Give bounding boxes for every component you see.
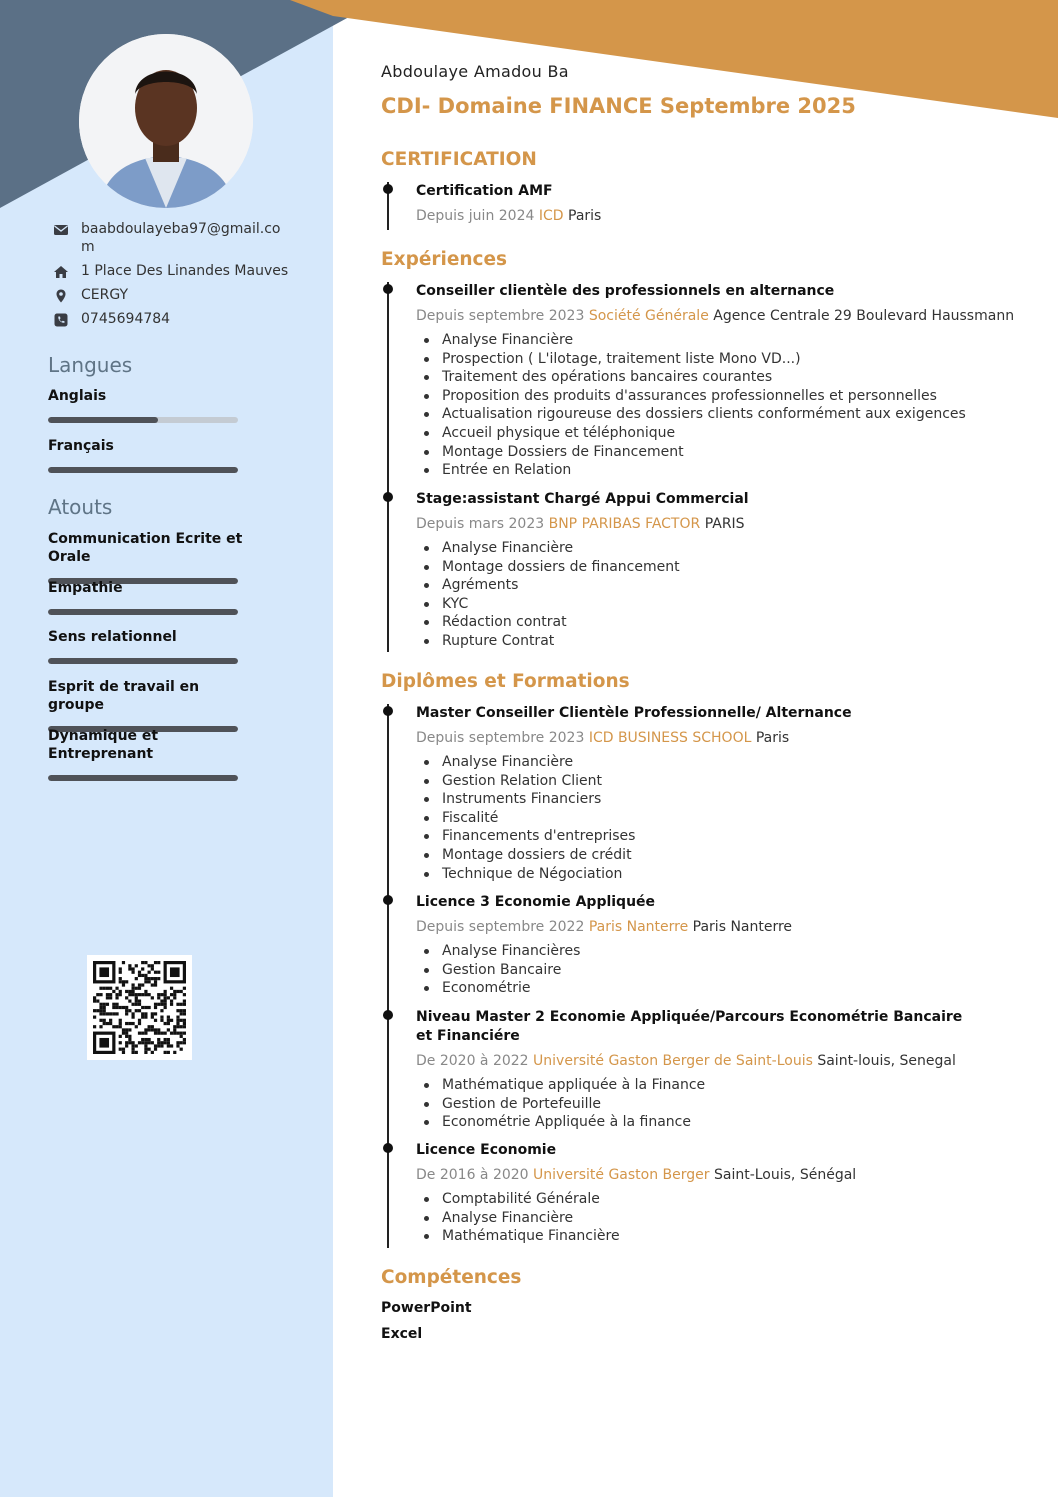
- strength-level-fill: [48, 775, 238, 781]
- location-pin-icon: [53, 288, 69, 304]
- bullet-item: Econométrie Appliquée à la finance: [416, 1113, 976, 1132]
- education-entry: [416, 893, 1016, 998]
- bullet-item: Rupture Contrat: [416, 632, 1016, 651]
- bullet-item: Comptabilité Générale: [416, 1190, 1016, 1209]
- bullet-item: Mathématique Financière: [416, 1227, 1016, 1246]
- certification-entry: [416, 182, 1016, 225]
- strength-level-bar: [48, 658, 238, 664]
- entry-org: Paris Nanterre: [588, 919, 689, 935]
- bullet-item: Prospection ( L'ilotage, traitement liste Mono VD...): [416, 350, 1016, 369]
- strength-item: [48, 727, 248, 781]
- strength-name: Empathie: [48, 580, 123, 596]
- qr-code[interactable]: [87, 955, 192, 1060]
- experience-entry: [416, 490, 1016, 651]
- entry-org: Université Gaston Berger de Saint-Louis: [533, 1053, 813, 1069]
- entry-bullets: [416, 753, 1016, 883]
- entry-meta: [416, 1052, 976, 1070]
- bullet-item: Analyse Financière: [416, 753, 1016, 772]
- timeline-dot: [383, 706, 393, 716]
- certification-title: CERTIFICATION: [381, 149, 537, 170]
- entry-org: BNP PARIBAS FACTOR: [548, 516, 701, 532]
- entry-date: Depuis septembre 2023: [416, 308, 585, 324]
- entry-bullets: [416, 539, 1016, 651]
- email-text: baabdoulayeba97@gmail.com: [81, 221, 281, 255]
- bullet-item: Econométrie: [416, 979, 1016, 998]
- language-name: Anglais: [48, 388, 107, 404]
- entry-date: Depuis septembre 2022: [416, 919, 585, 935]
- timeline-dot: [383, 184, 393, 194]
- bullet-item: Montage Dossiers de Financement: [416, 443, 1016, 462]
- bullet-item: Instruments Financiers: [416, 790, 1016, 809]
- bullet-item: Traitement des opérations bancaires courantes: [416, 368, 1016, 387]
- bullet-item: Technique de Négociation: [416, 865, 1016, 884]
- experience-entry: [416, 282, 1016, 480]
- entry-bullets: [416, 331, 1016, 480]
- timeline-dot: [383, 1010, 393, 1020]
- bullet-item: Accueil physique et téléphonique: [416, 424, 1016, 443]
- profile-photo: [79, 34, 253, 208]
- languages-title: Langues: [48, 353, 133, 377]
- bullet-item: Gestion Relation Client: [416, 772, 1016, 791]
- phone-icon: [53, 312, 69, 328]
- language-level-fill: [48, 467, 238, 473]
- entry-date: De 2020 à 2022: [416, 1053, 529, 1069]
- entry-org: ICD BUSINESS SCHOOL: [588, 730, 752, 746]
- entry-meta: [416, 918, 1016, 936]
- entry-org: Université Gaston Berger: [533, 1167, 710, 1183]
- language-item: [48, 437, 248, 473]
- education-entry: [416, 704, 1016, 883]
- person-name: Abdoulaye Amadou Ba: [381, 62, 569, 81]
- address-text: 1 Place Des Linandes Mauves: [81, 263, 289, 279]
- entry-meta: [416, 729, 1016, 747]
- language-level-fill: [48, 417, 158, 423]
- entry-org: ICD: [538, 208, 564, 224]
- entry-meta: [416, 1166, 1016, 1184]
- language-item: [48, 387, 248, 423]
- entry-title: Certification AMF: [416, 183, 553, 199]
- skill-item: Excel: [381, 1326, 423, 1342]
- contact-phone[interactable]: [50, 310, 290, 328]
- strength-name: Sens relationnel: [48, 629, 177, 645]
- bullet-item: Montage dossiers de financement: [416, 558, 1016, 577]
- job-headline: CDI- Domaine FINANCE Septembre 2025: [381, 94, 856, 118]
- bullet-item: Rédaction contrat: [416, 613, 1016, 632]
- strength-level-fill: [48, 658, 238, 664]
- bullet-item: Gestion de Portefeuille: [416, 1095, 976, 1114]
- entry-title: Licence Economie: [416, 1142, 557, 1158]
- bullet-item: Proposition des produits d'assurances professionnelles et personnelles: [416, 387, 1016, 406]
- timeline-dot: [383, 895, 393, 905]
- entry-location: Paris Nanterre: [692, 919, 793, 935]
- entry-date: De 2016 à 2020: [416, 1167, 529, 1183]
- timeline-dot: [383, 284, 393, 294]
- bullet-item: Analyse Financière: [416, 1209, 1016, 1228]
- entry-location: Saint-Louis, Sénégal: [713, 1167, 857, 1183]
- entry-bullets: [416, 1190, 1016, 1246]
- language-level-bar: [48, 417, 238, 423]
- envelope-icon: [53, 222, 69, 238]
- education-entry: [416, 1008, 976, 1132]
- bullet-item: Actualisation rigoureuse des dossiers clients conformément aux exigences: [416, 405, 1016, 424]
- entry-title: Licence 3 Economie Appliquée: [416, 894, 656, 910]
- entry-location: Agence Centrale 29 Boulevard Haussmann: [713, 308, 1015, 324]
- entry-location: Paris: [755, 730, 790, 746]
- entry-title: Conseiller clientèle des professionnels en alternance: [416, 283, 835, 299]
- strength-item: [48, 678, 248, 732]
- strength-name: Dynamique et Entreprenant: [48, 728, 159, 762]
- strengths-title: Atouts: [48, 495, 113, 519]
- bullet-item: Agréments: [416, 576, 1016, 595]
- language-name: Français: [48, 438, 114, 454]
- contact-address: [50, 262, 290, 280]
- home-icon: [53, 264, 69, 280]
- entry-bullets: [416, 1076, 976, 1132]
- bullet-item: Entrée en Relation: [416, 461, 1016, 480]
- timeline-dot: [383, 492, 393, 502]
- education-timeline: [387, 704, 389, 1248]
- experiences-timeline: [387, 282, 389, 652]
- entry-bullets: [416, 942, 1016, 998]
- strength-level-bar: [48, 609, 238, 615]
- skill-item: PowerPoint: [381, 1300, 472, 1316]
- bullet-item: Mathématique appliquée à la Finance: [416, 1076, 976, 1095]
- contact-list: [50, 220, 290, 334]
- strength-level-fill: [48, 609, 238, 615]
- entry-location: Paris: [568, 208, 602, 224]
- entry-title: Stage:assistant Chargé Appui Commercial: [416, 491, 749, 507]
- entry-meta: [416, 307, 1016, 325]
- city-text: CERGY: [81, 287, 129, 303]
- bullet-item: Financements d'entreprises: [416, 827, 1016, 846]
- timeline-dot: [383, 1143, 393, 1153]
- entry-meta: [416, 207, 1016, 225]
- entry-location: PARIS: [704, 516, 745, 532]
- strength-item: [48, 628, 248, 664]
- language-level-bar: [48, 467, 238, 473]
- entry-date: Depuis septembre 2023: [416, 730, 585, 746]
- bullet-item: Fiscalité: [416, 809, 1016, 828]
- bullet-item: Analyse Financière: [416, 331, 1016, 350]
- skills-title: Compétences: [381, 1267, 522, 1288]
- contact-city: [50, 286, 290, 304]
- qr-code-icon: [93, 961, 186, 1054]
- strength-item: [48, 579, 248, 615]
- strength-level-bar: [48, 775, 238, 781]
- phone-text: 0745694784: [81, 311, 171, 327]
- bullet-item: KYC: [416, 595, 1016, 614]
- entry-meta: [416, 515, 1016, 533]
- education-entry: [416, 1141, 1016, 1246]
- bullet-item: Montage dossiers de crédit: [416, 846, 1016, 865]
- entry-location: Saint-louis, Senegal: [817, 1053, 956, 1069]
- entry-org: Société Générale: [588, 308, 709, 324]
- contact-email[interactable]: [50, 220, 290, 256]
- bullet-item: Gestion Bancaire: [416, 961, 1016, 980]
- bullet-item: Analyse Financières: [416, 942, 1016, 961]
- entry-title: Niveau Master 2 Economie Appliquée/Parcours Econométrie Bancaire et Financiére: [416, 1009, 963, 1044]
- education-title: Diplômes et Formations: [381, 671, 630, 692]
- entry-date: Depuis mars 2023: [416, 516, 545, 532]
- entry-title: Master Conseiller Clientèle Professionnelle/ Alternance: [416, 705, 852, 721]
- strength-name: Communication Ecrite et Orale: [48, 531, 243, 565]
- strength-item: [48, 530, 248, 584]
- bullet-item: Analyse Financière: [416, 539, 1016, 558]
- entry-date: Depuis juin 2024: [416, 208, 535, 224]
- strength-name: Esprit de travail en groupe: [48, 679, 200, 713]
- experiences-title: Expériences: [381, 249, 508, 270]
